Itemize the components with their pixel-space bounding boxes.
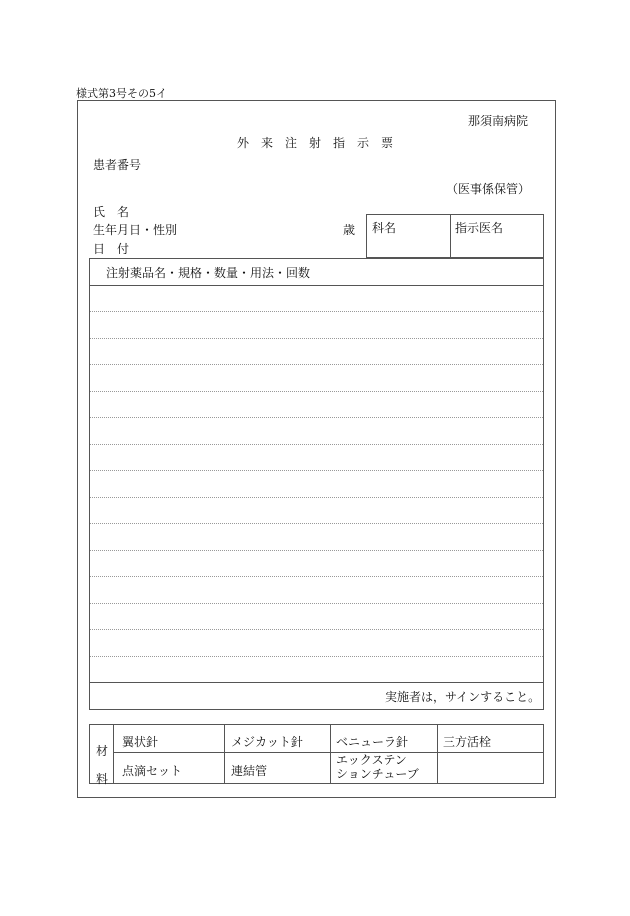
- sign-divider: [89, 682, 544, 683]
- age-label: 歳: [343, 223, 356, 237]
- prescription-writing-line: [90, 656, 543, 657]
- prescription-writing-line: [90, 470, 543, 471]
- prescription-writing-line: [90, 497, 543, 498]
- material-medicut-needle: メジカット針: [231, 735, 303, 749]
- form-number-label: 様式第3号その5イ: [76, 87, 167, 100]
- department-label: 科名: [372, 221, 397, 235]
- prescription-writing-line: [90, 523, 543, 524]
- material-three-way-stopcock: 三方活栓: [443, 735, 492, 749]
- material-infusion-set: 点滴セット: [122, 764, 183, 778]
- prescription-writing-line: [90, 338, 543, 339]
- prescription-writing-line: [90, 311, 543, 312]
- hospital-name: 那須南病院: [468, 114, 529, 128]
- material-venula-needle: ベニューラ針: [336, 735, 409, 749]
- prescription-writing-line: [90, 364, 543, 365]
- date-label: 日付: [93, 242, 142, 256]
- material-wing-needle: 翼状針: [122, 735, 159, 749]
- prescription-writing-line: [90, 629, 543, 630]
- materials-row-divider: [113, 752, 544, 753]
- materials-col-divider: [224, 724, 225, 784]
- prescription-writing-line: [90, 444, 543, 445]
- records-keeper-note: （医事係保管）: [446, 182, 531, 196]
- prescription-writing-line: [90, 603, 543, 604]
- materials-col-divider: [437, 724, 438, 784]
- materials-heading: 材料: [96, 744, 109, 786]
- prescription-writing-line: [90, 550, 543, 551]
- prescription-header-divider: [89, 285, 544, 286]
- prescription-writing-line: [90, 391, 543, 392]
- department-divider: [450, 214, 451, 258]
- patient-number-label: 患者番号: [93, 158, 142, 172]
- birth-sex-label: 生年月日・性別: [93, 223, 178, 237]
- patient-name-label: 氏名: [93, 205, 142, 219]
- prescription-box: [89, 258, 544, 710]
- prescription-writing-line: [90, 576, 543, 577]
- material-extension-tube: エックステン ションチューブ: [336, 753, 419, 781]
- materials-col-divider: [330, 724, 331, 784]
- prescription-header: 注射薬品名・規格・数量・用法・回数: [106, 266, 311, 280]
- doctor-label: 指示医名: [455, 221, 504, 235]
- material-connecting-tube: 連結管: [231, 764, 268, 778]
- form-title: 外来注射指示票: [237, 136, 406, 150]
- sign-note: 実施者は，サインすること。: [385, 690, 541, 704]
- materials-col-divider: [113, 724, 114, 784]
- prescription-writing-line: [90, 417, 543, 418]
